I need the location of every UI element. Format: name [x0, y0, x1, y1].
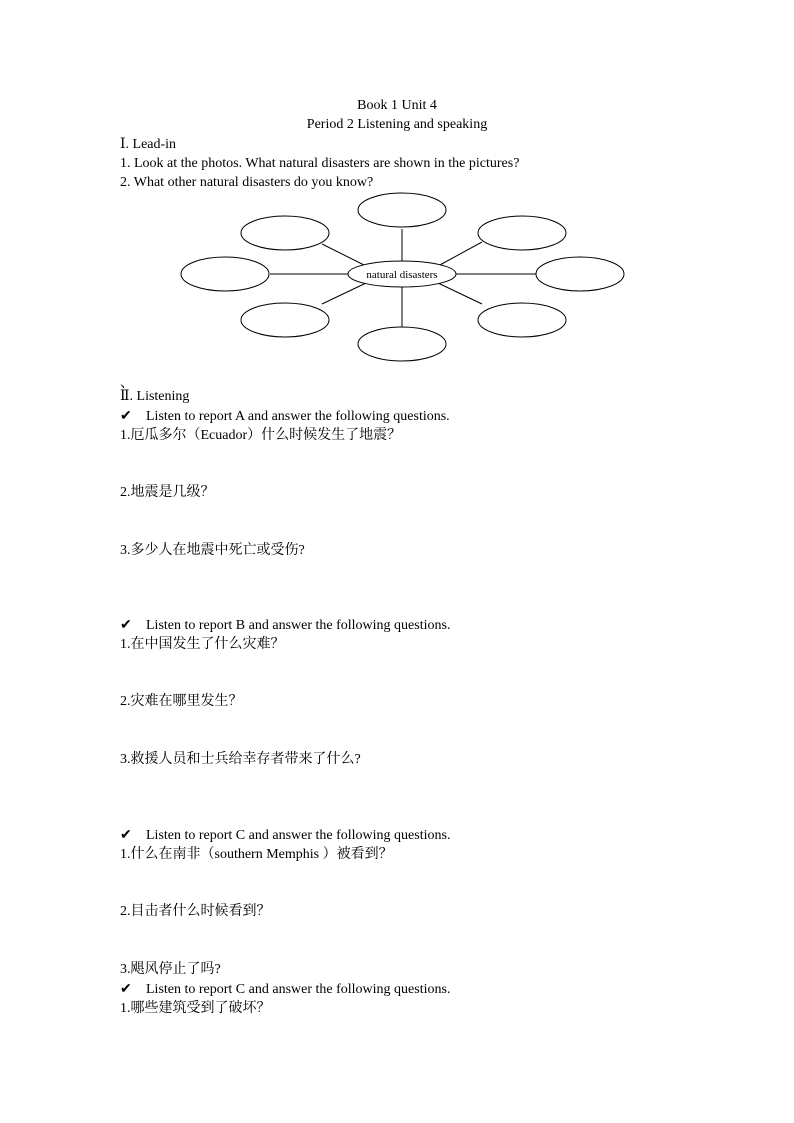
report-a-question-2: 2.地震是几级？: [120, 485, 215, 500]
report-c-instruction: ✔ Listen to report C and answer the following questions.: [120, 828, 451, 843]
section-lead-in-heading: Ⅰ. Lead-in: [120, 137, 177, 152]
check-icon: ✔: [120, 828, 132, 843]
bubble-upper-left[interactable]: [241, 216, 329, 250]
check-icon: ✔: [120, 982, 132, 997]
report-a-instruction: ✔ Listen to report A and answer the following questions.: [120, 409, 450, 424]
report-b-question-3: 3.救援人员和士兵给幸存者带来了什么?: [120, 752, 361, 767]
section-listening-heading: Ⅱ. Listening: [120, 389, 190, 404]
report-b-question-2: 2.灾难在哪里发生？: [120, 694, 243, 709]
bubble-left[interactable]: [181, 257, 269, 291]
report-c-question-2: 2.目击者什么时候看到？: [120, 904, 271, 919]
report-c2-question-1: 1.哪些建筑受到了破坏？: [120, 1001, 271, 1016]
connector-line-lower-right: [438, 283, 482, 304]
page-title: Book 1 Unit 4: [357, 98, 437, 113]
bubble-bottom[interactable]: [358, 327, 446, 361]
check-icon: ✔: [120, 618, 132, 633]
report-c-question-1: 1.什么在南非（southern Memphis ）被看到？: [120, 847, 393, 862]
report-c2-instruction: ✔ Listen to report C and answer the following questions.: [120, 982, 451, 997]
report-b-instruction: ✔ Listen to report B and answer the following questions.: [120, 618, 451, 633]
page-subtitle: Period 2 Listening and speaking: [306, 117, 488, 132]
connector-line-upper-left: [322, 244, 366, 266]
bubble-lower-left[interactable]: [241, 303, 329, 337]
natural-disasters-mind-map: [180, 192, 625, 364]
report-c-question-3: 3.飓风停止了吗?: [120, 962, 221, 977]
report-a-question-3: 3.多少人在地震中死亡或受伤?: [120, 543, 305, 558]
bubble-lower-right[interactable]: [478, 303, 566, 337]
check-icon: ✔: [120, 409, 132, 424]
bubble-top[interactable]: [358, 193, 446, 227]
report-a-question-1: 1.厄瓜多尔（Ecuador）什么时候发生了地震？: [120, 428, 402, 443]
bubble-right[interactable]: [536, 257, 624, 291]
lead-in-question-2: 2. What other natural disasters do you know?: [120, 175, 374, 190]
bubble-upper-right[interactable]: [478, 216, 566, 250]
lead-in-question-1: 1. Look at the photos. What natural disasters are shown in the pictures?: [120, 156, 520, 171]
center-bubble-label: natural disasters: [366, 269, 438, 281]
stray-mark: 、: [120, 376, 134, 391]
connector-line-lower-left: [322, 283, 366, 304]
report-b-question-1: 1.在中国发生了什么灾难？: [120, 637, 285, 652]
connector-line-upper-right: [438, 242, 482, 266]
